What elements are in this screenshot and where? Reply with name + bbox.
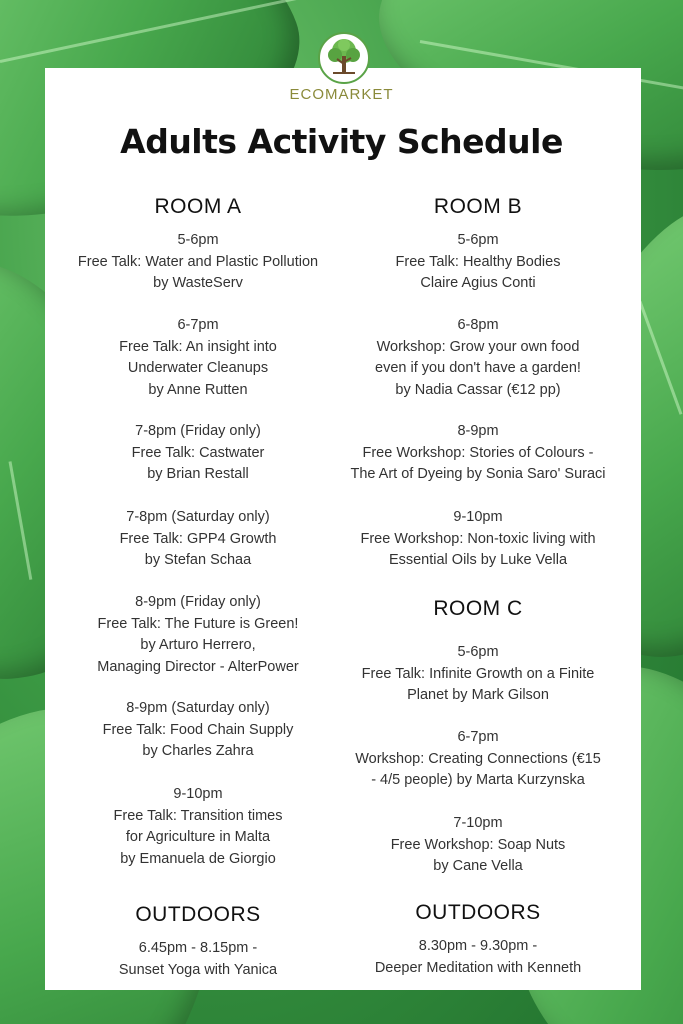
list-item <box>328 813 628 878</box>
event-time: 6-8pm <box>457 317 499 333</box>
event-line: by Brian Restall <box>147 466 249 482</box>
event-time: 7-8pm (Saturday only) <box>126 509 270 525</box>
event-line: Free Talk: Food Chain Supply <box>102 721 294 738</box>
event-line: Free Talk: GPP4 Growth <box>119 530 277 547</box>
event-line: Free Talk: Infinite Growth on a Finite <box>361 665 595 682</box>
room-a-column <box>48 0 348 1024</box>
room-a-heading: ROOM A <box>154 195 242 218</box>
event-line: by Emanuela de Giorgio <box>120 850 276 867</box>
event-line: Free Talk: Transition times <box>113 807 283 824</box>
event-time: 5-6pm <box>177 232 219 248</box>
event-line: for Agriculture in Malta <box>125 829 271 845</box>
event-line: - 4/5 people) by Marta Kurzynska <box>371 772 585 788</box>
event-time: 6.45pm - 8.15pm - <box>138 940 258 956</box>
event-line: Free Talk: Castwater <box>131 444 265 461</box>
event-time: 8.30pm - 9.30pm - <box>418 938 538 954</box>
event-line: Free Workshop: Soap Nuts <box>390 836 566 853</box>
list-item <box>48 315 348 401</box>
event-line: Underwater Cleanups <box>127 360 269 376</box>
event-time: 6-7pm <box>177 317 219 333</box>
event-line: Sunset Yoga with Yanica <box>118 961 278 978</box>
room-c-heading: ROOM C <box>433 597 523 620</box>
event-line: Free Talk: Water and Plastic Pollution <box>77 253 319 270</box>
room-b-c-column <box>328 0 628 1024</box>
event-line: Workshop: Grow your own food <box>376 338 580 355</box>
list-item <box>328 727 628 792</box>
list-item <box>48 938 348 981</box>
event-line: by Stefan Schaa <box>144 552 252 568</box>
event-line: Deeper Meditation with Kenneth <box>374 959 582 976</box>
page-title: Adults Activity Schedule <box>120 122 563 161</box>
brand-name: ECOMARKET <box>289 86 394 103</box>
event-time: 6-7pm <box>457 729 499 745</box>
event-time: 8-9pm (Friday only) <box>135 594 261 610</box>
event-line: Managing Director - AlterPower <box>97 658 299 675</box>
event-line: Free Workshop: Non-toxic living with <box>360 530 596 547</box>
event-line: by Anne Rutten <box>148 381 248 398</box>
list-item <box>328 642 628 707</box>
list-item <box>328 507 628 572</box>
event-time: 7-10pm <box>453 815 503 831</box>
event-line: by Arturo Herrero, <box>140 637 256 653</box>
outdoors-left-heading: OUTDOORS <box>135 903 261 926</box>
event-line: Free Talk: An insight into <box>119 338 277 355</box>
event-line: by WasteServ <box>153 275 243 291</box>
list-item <box>328 230 628 295</box>
event-line: Free Workshop: Stories of Colours - <box>362 444 594 461</box>
list-item <box>328 936 628 979</box>
event-time: 8-9pm (Saturday only) <box>126 700 270 716</box>
event-line: The Art of Dyeing by Sonia Saro' Suraci <box>350 466 606 482</box>
event-time: 9-10pm <box>173 786 223 802</box>
event-time: 7-8pm (Friday only) <box>135 423 261 439</box>
event-line: Free Talk: Healthy Bodies <box>395 253 561 270</box>
event-line: even if you don't have a garden! <box>375 360 581 376</box>
list-item <box>328 421 628 486</box>
event-line: by Nadia Cassar (€12 pp) <box>395 381 561 398</box>
outdoors-right-heading: OUTDOORS <box>415 901 541 924</box>
list-item <box>48 507 348 572</box>
list-item <box>48 592 348 678</box>
event-line: Claire Agius Conti <box>420 275 536 291</box>
event-line: by Charles Zahra <box>142 743 254 759</box>
event-time: 5-6pm <box>457 232 499 248</box>
event-line: Planet by Mark Gilson <box>407 687 549 703</box>
event-time: 5-6pm <box>457 644 499 660</box>
list-item <box>48 230 348 295</box>
list-item <box>48 698 348 763</box>
list-item <box>48 421 348 486</box>
list-item <box>328 315 628 401</box>
event-line: Workshop: Creating Connections (€15 <box>355 750 601 767</box>
list-item <box>48 784 348 870</box>
room-b-heading: ROOM B <box>433 195 523 218</box>
event-line: Essential Oils by Luke Vella <box>388 552 568 568</box>
event-time: 8-9pm <box>457 423 499 439</box>
event-time: 9-10pm <box>453 509 503 525</box>
event-line: Free Talk: The Future is Green! <box>97 615 299 632</box>
event-line: by Cane Vella <box>433 858 523 874</box>
